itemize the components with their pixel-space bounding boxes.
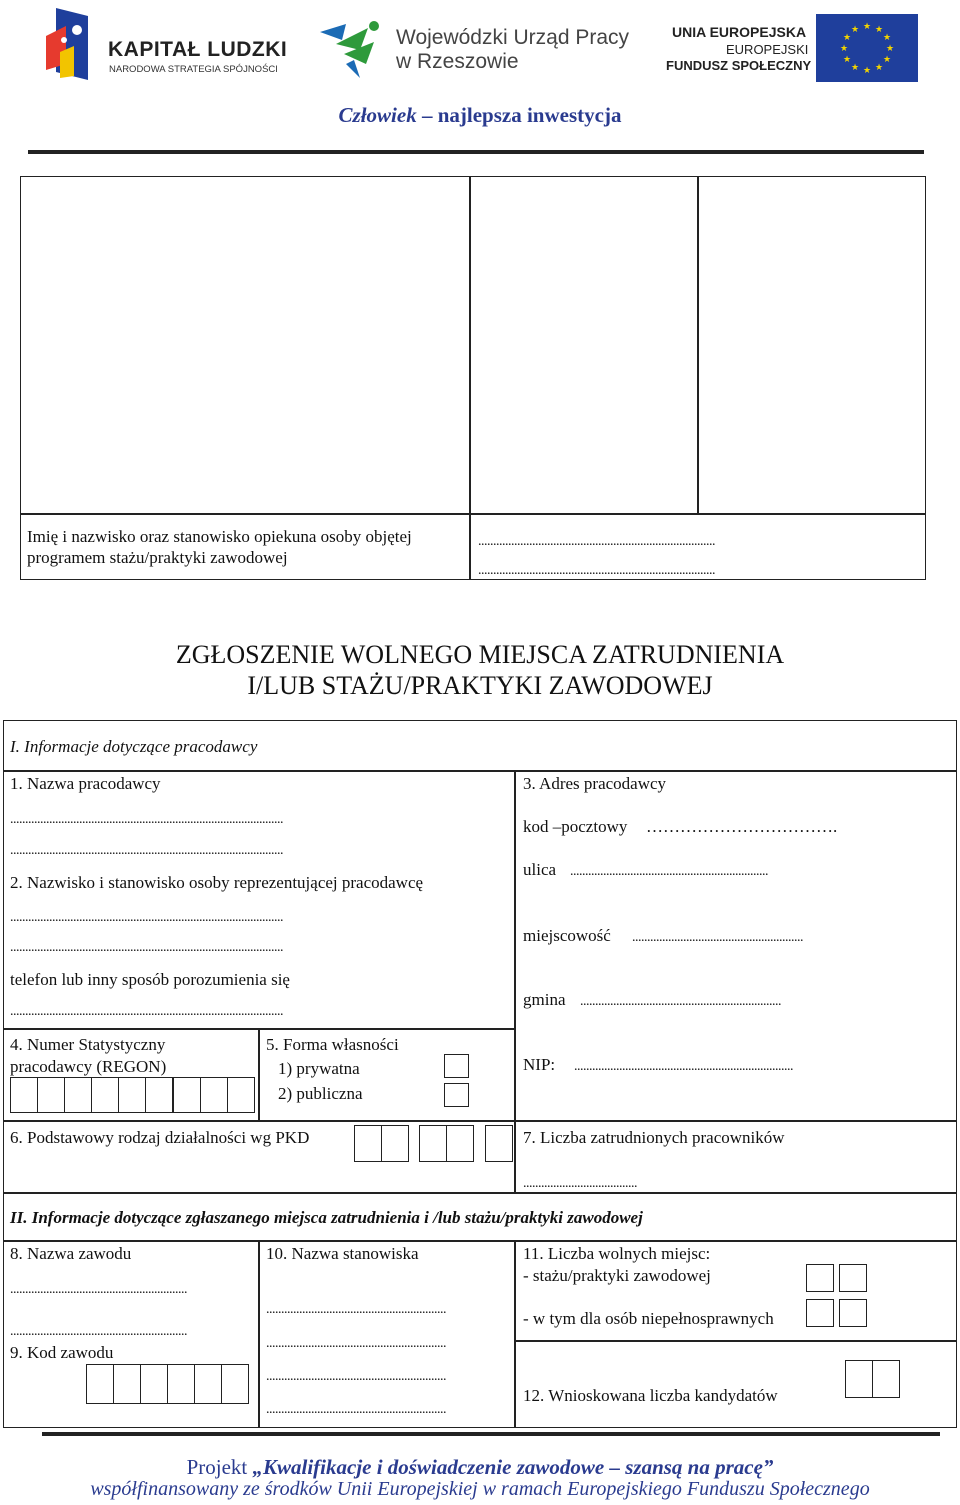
eu-flag-icon bbox=[816, 14, 918, 82]
svg-text:★: ★ bbox=[842, 33, 852, 43]
grid-h4 bbox=[3, 1192, 957, 1194]
kod-zawodu-digit-box[interactable] bbox=[86, 1364, 114, 1404]
svg-text:★: ★ bbox=[862, 22, 872, 32]
svg-text:★: ★ bbox=[882, 33, 892, 43]
opiekun-label-line2: programem stażu/praktyki zawodowej bbox=[27, 548, 288, 567]
pkd-digit-box[interactable] bbox=[419, 1125, 447, 1162]
svg-text:★: ★ bbox=[850, 63, 860, 73]
opiekun-label-line1: Imię i nazwisko oraz stanowisko opiekuna osoby objętej bbox=[27, 527, 412, 546]
nip-label: NIP: bbox=[523, 1055, 556, 1074]
top-boxes-table bbox=[20, 176, 926, 580]
pkd-letter-box[interactable] bbox=[485, 1125, 513, 1162]
miejscowosc-input[interactable]: ......................................................... bbox=[632, 930, 803, 945]
ue-name-line2: EUROPEJSKI bbox=[726, 42, 809, 57]
grid-h5 bbox=[3, 1240, 957, 1242]
kod-zawodu-boxes bbox=[86, 1364, 256, 1404]
regon-digit-box[interactable] bbox=[227, 1077, 255, 1113]
grid-v-left-lower bbox=[258, 1240, 260, 1428]
regon-digit-boxes bbox=[10, 1077, 256, 1113]
f6-label: 6. Podstawowy rodzaj działalności wg PKD bbox=[10, 1128, 310, 1147]
header-rule bbox=[28, 150, 924, 154]
regon-digit-box[interactable] bbox=[200, 1077, 228, 1113]
pkd-code-boxes bbox=[354, 1125, 514, 1163]
f1-input-2[interactable]: ........................................................................................... bbox=[10, 843, 283, 858]
kod-zawodu-digit-box[interactable] bbox=[221, 1364, 249, 1404]
unia-europejska-logo bbox=[664, 14, 920, 84]
gmina-input[interactable]: ................................................................... bbox=[580, 994, 781, 1009]
f11-niepelnosprawni-box-1[interactable] bbox=[806, 1299, 834, 1327]
footer-line2: współfinansowany ze środków Unii Europejskiej w ramach Europejskiego Funduszu Społecznego bbox=[90, 1478, 870, 1500]
footer-project-title: „Kwalifikacje i doświadczenie zawodowe – szansą na pracę” bbox=[252, 1455, 774, 1479]
gmina-label: gmina bbox=[523, 990, 566, 1009]
pkd-digit-box[interactable] bbox=[381, 1125, 409, 1162]
f8-input-1[interactable]: ........................................................... bbox=[10, 1282, 187, 1297]
regon-digit-box[interactable] bbox=[64, 1077, 92, 1113]
f1-label: 1. Nazwa pracodawcy bbox=[10, 774, 161, 793]
f2-input-1[interactable]: ........................................................................................... bbox=[10, 910, 283, 925]
f11-niepelnosprawni-box-2[interactable] bbox=[839, 1299, 867, 1327]
opiekun-input-2[interactable]: ............................................................................... bbox=[478, 563, 715, 578]
regon-digit-box[interactable] bbox=[37, 1077, 65, 1113]
footer-project-prefix: Projekt bbox=[186, 1455, 253, 1479]
f12-box-1[interactable] bbox=[845, 1360, 873, 1398]
pkd-digit-box[interactable] bbox=[446, 1125, 474, 1162]
regon-digit-box[interactable] bbox=[173, 1077, 201, 1113]
kapital-ludzki-title: KAPITAŁ LUDZKI bbox=[108, 38, 288, 61]
regon-digit-box[interactable] bbox=[145, 1077, 173, 1113]
top-boxes-divider-2 bbox=[697, 176, 699, 514]
svg-text:★: ★ bbox=[874, 25, 884, 35]
wup-emblem-icon bbox=[316, 14, 386, 80]
f1-input-1[interactable]: ........................................................................................... bbox=[10, 812, 283, 827]
f8-label: 8. Nazwa zawodu bbox=[10, 1244, 132, 1263]
svg-text:★: ★ bbox=[874, 63, 884, 73]
f8-input-2[interactable]: ........................................................... bbox=[10, 1324, 187, 1339]
phone-input[interactable]: ........................................................................................... bbox=[10, 1004, 283, 1019]
ulica-input[interactable]: .................................................................. bbox=[570, 864, 768, 879]
kod-zawodu-digit-box[interactable] bbox=[194, 1364, 222, 1404]
f5-option-prywatna: 1) prywatna bbox=[278, 1059, 360, 1078]
f2-input-2[interactable]: ........................................................................................... bbox=[10, 940, 283, 955]
f4-label-line2: pracodawcy (REGON) bbox=[10, 1057, 167, 1076]
f10-input-2[interactable]: ............................................................ bbox=[266, 1336, 446, 1351]
f3-label: 3. Adres pracodawcy bbox=[523, 774, 667, 793]
f11-staz-box-2[interactable] bbox=[839, 1264, 867, 1292]
kod-zawodu-digit-box[interactable] bbox=[113, 1364, 141, 1404]
footer-line1 bbox=[0, 1455, 960, 1480]
grid-v-mid-lower bbox=[514, 1240, 516, 1428]
pkd-digit-box[interactable] bbox=[354, 1125, 382, 1162]
svg-text:★: ★ bbox=[862, 66, 872, 76]
top-boxes-hline bbox=[20, 513, 926, 515]
grid-v-left-regon bbox=[258, 1028, 260, 1120]
kod-zawodu-digit-box[interactable] bbox=[167, 1364, 195, 1404]
regon-digit-box[interactable] bbox=[91, 1077, 119, 1113]
motto-part2: – najlepsza inwestycja bbox=[421, 103, 622, 127]
opiekun-input-1[interactable]: ............................................................................... bbox=[478, 534, 715, 549]
ulica-label: ulica bbox=[523, 860, 557, 879]
f10-input-4[interactable]: ............................................................ bbox=[266, 1402, 446, 1417]
grid-h1 bbox=[3, 770, 957, 772]
kod-label: kod –pocztowy bbox=[523, 817, 628, 836]
motto bbox=[0, 103, 960, 128]
f4-label-line1: 4. Numer Statystyczny bbox=[10, 1035, 166, 1054]
section1-heading: I. Informacje dotyczące pracodawcy bbox=[10, 737, 258, 756]
kod-input[interactable]: ……………………………. bbox=[646, 817, 838, 836]
svg-text:★: ★ bbox=[885, 44, 895, 54]
grid-v-mid-upper bbox=[514, 770, 516, 1192]
f7-label: 7. Liczba zatrudnionych pracowników bbox=[523, 1128, 785, 1147]
f5-option-publiczna: 2) publiczna bbox=[278, 1084, 363, 1103]
f12-box-2[interactable] bbox=[872, 1360, 900, 1398]
miejscowosc-label: miejscowość bbox=[523, 926, 611, 945]
f5-publiczna-checkbox[interactable] bbox=[444, 1083, 469, 1107]
f5-label: 5. Forma własności bbox=[266, 1035, 399, 1054]
regon-digit-box[interactable] bbox=[10, 1077, 38, 1113]
f12-label: 12. Wnioskowana liczba kandydatów bbox=[523, 1386, 778, 1405]
f11-staz-label: - stażu/praktyki zawodowej bbox=[523, 1266, 711, 1285]
svg-text:★: ★ bbox=[850, 25, 860, 35]
regon-digit-box[interactable] bbox=[118, 1077, 146, 1113]
form-title-line2: I/LUB STAŻU/PRAKTYKI ZAWODOWEJ bbox=[247, 671, 713, 700]
wup-name-line2: w Rzeszowie bbox=[396, 50, 519, 73]
f7-input[interactable]: ...................................... bbox=[523, 1176, 637, 1191]
nip-input[interactable]: ......................................................................... bbox=[574, 1059, 793, 1074]
grid-h6 bbox=[515, 1340, 957, 1342]
motto-part1: Człowiek bbox=[338, 103, 417, 127]
f5-prywatna-checkbox[interactable] bbox=[444, 1054, 469, 1078]
kod-zawodu-digit-box[interactable] bbox=[140, 1364, 168, 1404]
f2-label: 2. Nazwisko i stanowisko osoby reprezentującej pracodawcę bbox=[10, 873, 424, 892]
form-title-line1: ZGŁOSZENIE WOLNEGO MIEJSCA ZATRUDNIENIA bbox=[175, 640, 785, 669]
kapital-ludzki-logo bbox=[44, 6, 288, 86]
ue-name-line1: UNIA EUROPEJSKA bbox=[672, 24, 807, 40]
f9-label: 9. Kod zawodu bbox=[10, 1343, 114, 1362]
f11-niepelnosprawni-label: - w tym dla osób niepełnosprawnych bbox=[523, 1309, 774, 1328]
wup-rzeszow-logo bbox=[316, 14, 636, 84]
ue-name-line3: FUNDUSZ SPOŁECZNY bbox=[666, 58, 812, 73]
f10-input-3[interactable]: ............................................................ bbox=[266, 1369, 446, 1384]
top-boxes-divider-1 bbox=[469, 176, 471, 580]
kapital-ludzki-subtitle: NARODOWA STRATEGIA SPÓJNOŚCI bbox=[109, 64, 278, 75]
footer-rule bbox=[42, 1432, 940, 1436]
svg-text:★: ★ bbox=[839, 44, 849, 54]
f10-input-1[interactable]: ............................................................ bbox=[266, 1302, 446, 1317]
phone-label: telefon lub inny sposób porozumienia się bbox=[10, 970, 290, 989]
kapital-ludzki-emblem-icon bbox=[44, 6, 94, 84]
svg-text:★: ★ bbox=[842, 55, 852, 65]
grid-h3 bbox=[3, 1120, 957, 1122]
section2-heading: II. Informacje dotyczące zgłaszanego miejsca zatrudnienia i /lub stażu/praktyki zawodowej bbox=[10, 1208, 643, 1227]
f11-staz-box-1[interactable] bbox=[806, 1264, 834, 1292]
svg-text:★: ★ bbox=[882, 55, 892, 65]
f10-label: 10. Nazwa stanowiska bbox=[266, 1244, 419, 1263]
wup-name-line1: Wojewódzki Urząd Pracy bbox=[396, 26, 630, 49]
f11-label: 11. Liczba wolnych miejsc: bbox=[523, 1244, 711, 1263]
